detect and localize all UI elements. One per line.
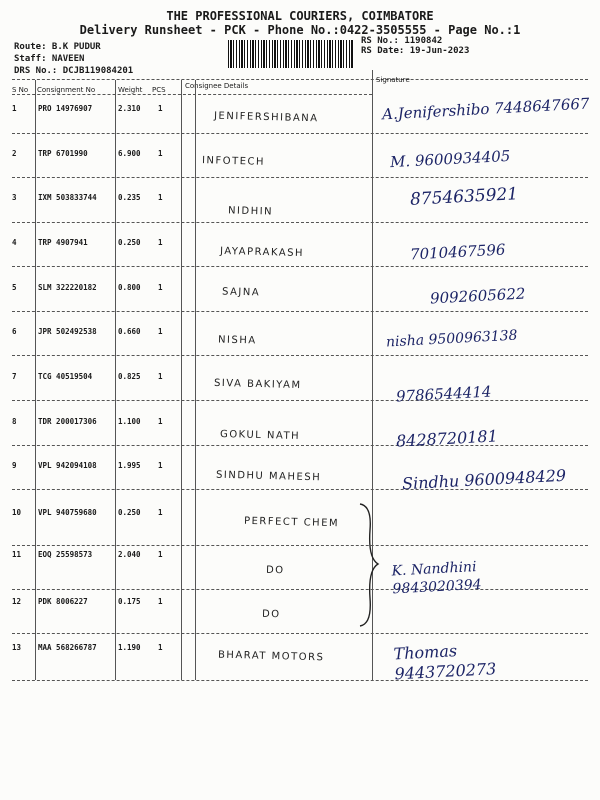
- col-header-weight: Weight: [118, 86, 143, 94]
- row-signature: 8754635921: [409, 184, 519, 210]
- row-consignee: NISHA: [217, 334, 257, 347]
- row-pcs: 1: [158, 104, 163, 113]
- row-separator: [12, 177, 588, 178]
- row-weight: 0.825: [118, 372, 141, 381]
- row-consignment: VPL 940759680: [38, 508, 97, 517]
- row-consignee: JAYAPRAKASH: [219, 245, 305, 260]
- row-weight: 1.190: [118, 643, 141, 652]
- row-signature: M. 9600934405: [389, 146, 511, 172]
- row-pcs: 1: [158, 550, 163, 559]
- brace-mark: [356, 500, 384, 630]
- col-header-consignee: Consignee Details: [185, 82, 249, 90]
- row-consignment: PRO 14976907: [38, 104, 93, 113]
- row-separator: [12, 133, 588, 134]
- row-consignee: GOKUL NATH: [219, 428, 301, 443]
- row-separator: [12, 222, 588, 223]
- row-consignee: PERFECT CHEM: [243, 515, 340, 530]
- row-sno: 12: [12, 597, 22, 606]
- row-signature: Sindhu 9600948429: [401, 465, 567, 494]
- col-divider-consignee: [195, 80, 196, 680]
- row-signature: 7010467596: [409, 240, 506, 264]
- row-pcs: 1: [158, 372, 163, 381]
- row-pcs: 1: [158, 238, 163, 247]
- row-pcs: 1: [158, 283, 163, 292]
- row-separator: [12, 545, 588, 546]
- col-header-consignment: Consignment No: [37, 86, 96, 94]
- row-sno: 7: [12, 372, 17, 381]
- row-consignment: VPL 942094108: [38, 461, 97, 470]
- col-header-signature: Signature: [376, 76, 410, 84]
- row-sno: 13: [12, 643, 22, 652]
- row-sno: 11: [12, 550, 22, 559]
- header-top-rule: [12, 79, 588, 80]
- row-consignee: DO: [261, 608, 281, 621]
- row-consignee: SINDHU MAHESH: [215, 469, 322, 484]
- row-separator: [12, 680, 588, 681]
- row-weight: 1.100: [118, 417, 141, 426]
- row-separator: [12, 355, 588, 356]
- row-pcs: 1: [158, 461, 163, 470]
- row-consignment: TRP 6701990: [38, 149, 88, 158]
- row-signature: nisha 9500963138: [385, 327, 518, 351]
- row-signature: A.Jenifershibo 7448647667: [381, 94, 590, 124]
- row-signature: 8428720181: [395, 426, 499, 451]
- row-consignee: SIVA BAKIYAM: [213, 377, 302, 392]
- row-consignment: TCG 40519504: [38, 372, 93, 381]
- row-weight: 0.800: [118, 283, 141, 292]
- row-consignment: EOQ 25598573: [38, 550, 93, 559]
- row-separator: [12, 266, 588, 267]
- row-consignment: JPR 502492538: [38, 327, 97, 336]
- row-signature: 9092605622: [429, 284, 526, 308]
- staff-label: Staff: NAVEEN: [14, 54, 85, 64]
- drs-number: DRS No.: DCJB119084201: [14, 66, 134, 76]
- row-pcs: 1: [158, 597, 163, 606]
- row-consignee: SAJNA: [221, 286, 261, 299]
- row-weight: 0.250: [118, 238, 141, 247]
- row-weight: 0.175: [118, 597, 141, 606]
- row-consignee: BHARAT MOTORS: [217, 649, 325, 664]
- runsheet-subtitle: Delivery Runsheet - PCK - Phone No.:0422-3505555 - Page No.:1: [79, 23, 521, 37]
- row-pcs: 1: [158, 327, 163, 336]
- row-consignment: SLM 322220182: [38, 283, 97, 292]
- row-consignee: NIDHIN: [227, 205, 274, 218]
- row-separator: [12, 633, 588, 634]
- row-consignment: MAA 568266787: [38, 643, 97, 652]
- rs-number: RS No.: 1190842: [361, 36, 443, 46]
- row-sno: 2: [12, 149, 17, 158]
- row-pcs: 1: [158, 149, 163, 158]
- row-signature: K. Nandhini 9843020394: [391, 559, 482, 598]
- row-weight: 0.235: [118, 193, 141, 202]
- row-weight: 6.900: [118, 149, 141, 158]
- row-sno: 4: [12, 238, 17, 247]
- row-weight: 0.660: [118, 327, 141, 336]
- row-separator: [12, 489, 588, 490]
- row-weight: 0.250: [118, 508, 141, 517]
- header-bottom-rule: [12, 94, 372, 95]
- row-pcs: 1: [158, 193, 163, 202]
- row-pcs: 1: [158, 643, 163, 652]
- col-divider-pcs: [181, 80, 182, 680]
- barcode-image: [228, 40, 354, 68]
- row-consignment: TRP 4907941: [38, 238, 88, 247]
- row-sno: 9: [12, 461, 17, 470]
- row-weight: 2.310: [118, 104, 141, 113]
- row-consignee: JENIFERSHIBANA: [213, 110, 319, 125]
- row-weight: 2.040: [118, 550, 141, 559]
- col-header-pcs: PCS: [152, 86, 166, 94]
- row-separator: [12, 400, 588, 401]
- row-consignment: PDK 8006227: [38, 597, 88, 606]
- row-signature: 9786544414: [395, 382, 492, 406]
- row-pcs: 1: [158, 508, 163, 517]
- row-consignment: IXM 503833744: [38, 193, 97, 202]
- row-consignment: TDR 200017306: [38, 417, 97, 426]
- row-sno: 5: [12, 283, 17, 292]
- row-sno: 1: [12, 104, 17, 113]
- row-sno: 6: [12, 327, 17, 336]
- col-divider-consignment: [115, 80, 116, 680]
- row-pcs: 1: [158, 417, 163, 426]
- row-separator: [12, 445, 588, 446]
- row-sno: 10: [12, 508, 22, 517]
- rs-date: RS Date: 19-Jun-2023: [361, 46, 470, 56]
- col-header-sno: S No: [12, 86, 29, 94]
- row-consignee: INFOTECH: [201, 155, 266, 168]
- route-label: Route: B.K PUDUR: [14, 42, 101, 52]
- runsheet-title: THE PROFESSIONAL COURIERS, COIMBATORE: [166, 9, 434, 23]
- row-sno: 8: [12, 417, 17, 426]
- col-divider-sno: [35, 80, 36, 680]
- row-signature: Thomas 9443720273: [393, 641, 497, 684]
- row-consignee: DO: [265, 564, 285, 577]
- row-separator: [12, 311, 588, 312]
- row-weight: 1.995: [118, 461, 141, 470]
- row-sno: 3: [12, 193, 17, 202]
